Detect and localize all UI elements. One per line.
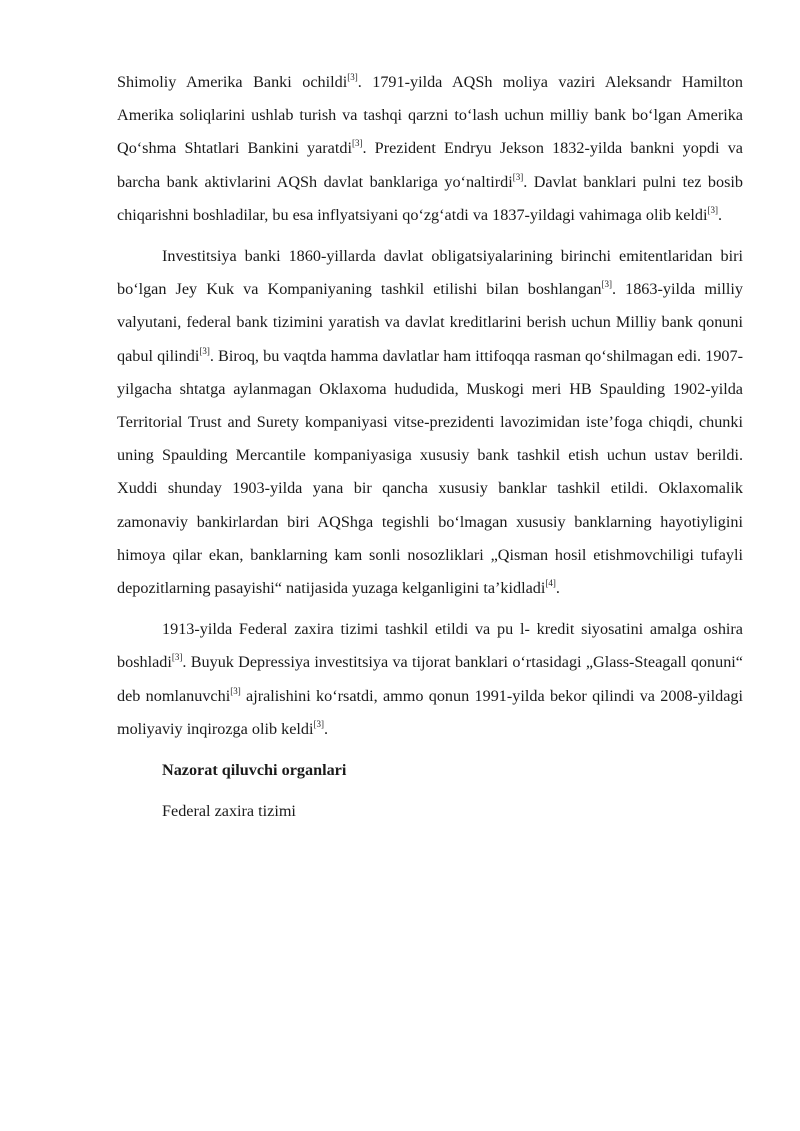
paragraph-text: . Prezident Endryu Jekson 1832-yilda bankni yopdi va barcha bank aktivlarini AQSh davlat banklariga yo‘naltirdi [117,139,743,191]
citation-reference: [3] [347,72,358,82]
paragraph-text: . 1791-yilda AQSh moliya vaziri Aleksandr Hamilton Amerika soliqlarini ushlab turish va tashqi qarzni to‘lash uchun milliy bank bo‘lgan Amerika Qo‘shma Shtatlari Bankini yaratdi [117,73,743,158]
citation-reference: [3] [230,685,241,696]
citation-reference: [4] [545,578,556,589]
paragraph-text: . Buyuk Depressiya investitsiya va tijorat banklari o‘rtasidagi „Glass-Steagall qonuni“ deb nomlanuvchi [117,653,743,705]
paragraph [117,613,743,746]
paragraph-text: Shimoliy Amerika Banki ochildi [117,73,348,91]
document-page [117,66,743,828]
section-heading: Nazorat qiluvchi organlari [162,761,347,780]
paragraph-text: Investitsiya banki 1860-yillarda davlat obligatsiyalarining birinchi emitentlaridan biri bo‘lgan Jey Kuk va Kompaniyaning tashkil etilishi bilan boshlangan [117,247,743,299]
citation-reference: [3] [351,138,363,149]
paragraph-text: ajralishini ko‘rsatdi, ammo qonun 1991-yilda bekor qilindi va 2008-yildagi moliyaviy inqirozga olib keldi [117,686,744,738]
paragraph [117,66,743,232]
paragraph-text: . [718,205,723,224]
paragraph-text: 1913-yilda Federal zaxira tizimi tashkil etildi va pu l- kredit siyosatini amalga oshira boshladi [117,620,743,672]
paragraph-text: . Biroq, bu vaqtda hamma davlatlar ham ittifoqqa rasman qo‘shilmagan edi. 1907-yilgacha shtatga aylanmagan Oklaxoma hududida, Muskogi meri HB Spaulding 1902-yilda Territorial Trust and Surety kompaniyasi vitse-prezidenti lavozimidan iste’foga chiqdi, chunki uning Spaulding Mercantile kompaniyasiga xususiy bank tashkil etish uchun ustav berildi. Xuddi shunday 1903-yilda yana bir qancha xususiy banklar tashkil etildi. Oklaxomalik zamonaviy bankirlardan biri AQShga tegishli bo‘lmagan xususiy banklarning hayotiyligini himoya qilar ekan, banklarning kam sonli nosozliklari „Qisman hosil etishmovchiligi tufayli depozitlarning pasayishi“ natijasida yuzaga kelganligini ta’kidladi [117,346,743,598]
paragraph-text: . [323,719,329,738]
paragraph-text: . Davlat banklari pulni tez bosib chiqarishni boshladilar, bu esa inflyatsiyani qo‘zg‘atdi va 1837-yildagi vahimaga olib keldi [117,172,743,224]
citation-reference: [3] [171,652,183,663]
paragraph [117,240,743,605]
citation-reference: [3] [707,204,718,215]
citation-reference: [3] [601,279,612,290]
citation-reference: [3] [313,718,324,729]
citation-reference: [3] [512,171,524,182]
paragraph-text: . [555,579,560,598]
body-text [117,66,743,746]
subsection-heading: Federal zaxira tizimi [162,802,296,821]
citation-reference: [3] [199,345,210,356]
paragraph-text: . 1863-yilda milliy valyutani, federal bank tizimini yaratish va davlat kreditlarini berish uchun Milliy bank qonuni qabul qilindi [117,280,744,365]
